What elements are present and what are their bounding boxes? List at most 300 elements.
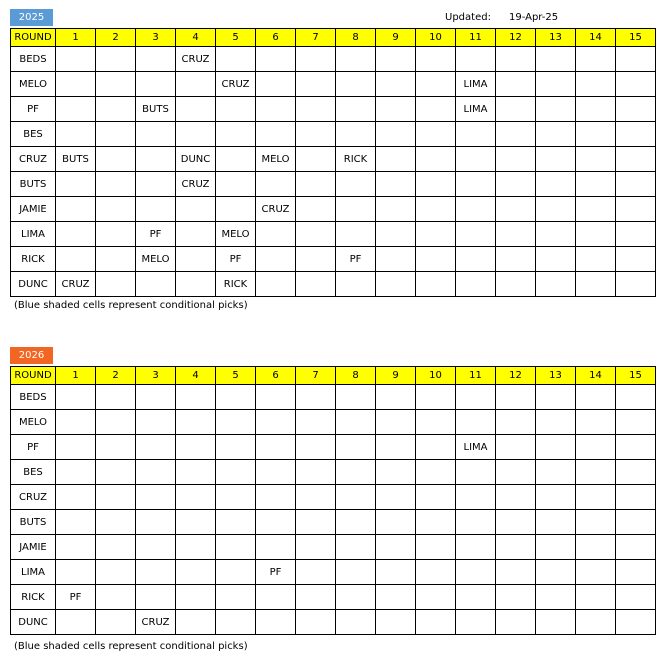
team-name: RICK [11,585,56,610]
team-row [11,510,656,535]
pick-cell [456,197,496,222]
pick-cell [136,122,176,147]
header-row [11,367,656,385]
team-name: RICK [11,247,56,272]
pick-cell [256,47,296,72]
header-row [11,29,656,47]
pick-cell [176,435,216,460]
pick-cell [576,610,616,635]
pick-cell [176,460,216,485]
pick-cell: CRUZ [256,197,296,222]
round-number: 2 [96,29,136,47]
pick-cell [56,610,96,635]
pick-cell [56,172,96,197]
pick-cell [456,610,496,635]
pick-cell [576,460,616,485]
pick-cell [576,147,616,172]
team-name: BES [11,460,56,485]
round-number: 13 [536,29,576,47]
pick-cell [216,122,256,147]
pick-cell [296,222,336,247]
round-number: 9 [376,367,416,385]
pick-cell: MELO [136,247,176,272]
pick-cell [496,435,536,460]
pick-cell [536,47,576,72]
pick-cell [96,122,136,147]
pick-cell [96,197,136,222]
pick-cell: PF [56,585,96,610]
pick-cell [56,460,96,485]
team-name: JAMIE [11,197,56,222]
round-number: 12 [496,367,536,385]
round-number: 9 [376,29,416,47]
pick-cell [496,72,536,97]
pick-cell: CRUZ [56,272,96,297]
pick-cell [56,97,96,122]
pick-cell [456,460,496,485]
pick-cell [496,510,536,535]
pick-cell [416,147,456,172]
pick-cell [296,97,336,122]
pick-cell [296,610,336,635]
pick-cell [336,485,376,510]
team-row [11,535,656,560]
pick-cell [376,147,416,172]
pick-cell [576,197,616,222]
updated-label: Updated: [445,12,491,23]
pick-cell [376,122,416,147]
pick-cell [616,460,656,485]
pick-cell [136,72,176,97]
pick-cell [416,122,456,147]
pick-cell [296,197,336,222]
pick-cell [616,197,656,222]
pick-cell [296,385,336,410]
pick-cell [376,610,416,635]
pick-cell [176,247,216,272]
year-tab-2026: 2026 [10,347,53,364]
pick-cell [496,222,536,247]
pick-cell [256,410,296,435]
pick-cell [296,247,336,272]
pick-cell [616,410,656,435]
pick-cell [576,560,616,585]
round-header: ROUND [11,29,56,47]
pick-grid-2025 [10,28,656,297]
pick-cell [136,535,176,560]
pick-cell [496,585,536,610]
pick-cell [96,535,136,560]
team-row [11,247,656,272]
round-number: 7 [296,367,336,385]
pick-cell [296,510,336,535]
pick-cell [136,435,176,460]
pick-cell [96,222,136,247]
pick-cell [496,610,536,635]
pick-cell [536,485,576,510]
pick-cell [536,560,576,585]
pick-cell [576,485,616,510]
pick-cell [576,172,616,197]
pick-cell [176,510,216,535]
pick-cell [56,535,96,560]
pick-cell [176,122,216,147]
pick-cell [616,97,656,122]
pick-cell [376,272,416,297]
pick-cell [176,485,216,510]
pick-cell [96,272,136,297]
pick-cell [456,122,496,147]
pick-cell: CRUZ [136,610,176,635]
pick-cell [296,410,336,435]
pick-cell [456,410,496,435]
pick-cell [216,435,256,460]
pick-cell [296,122,336,147]
pick-cell [376,535,416,560]
team-name: CRUZ [11,485,56,510]
pick-cell [296,47,336,72]
pick-cell [216,610,256,635]
pick-cell [496,485,536,510]
team-name: LIMA [11,222,56,247]
pick-cell [256,172,296,197]
pick-cell [136,485,176,510]
pick-cell [56,72,96,97]
team-row [11,122,656,147]
pick-cell [336,410,376,435]
pick-cell [336,222,376,247]
pick-cell [616,47,656,72]
pick-cell [376,485,416,510]
round-number: 8 [336,29,376,47]
pick-cell [216,535,256,560]
pick-cell [376,97,416,122]
round-number: 14 [576,367,616,385]
pick-cell [216,197,256,222]
pick-cell [336,97,376,122]
pick-cell [96,435,136,460]
pick-cell [536,435,576,460]
pick-cell [536,510,576,535]
pick-cell [536,460,576,485]
pick-cell [576,122,616,147]
pick-cell [96,47,136,72]
pick-cell [296,435,336,460]
round-number: 3 [136,29,176,47]
pick-cell [616,72,656,97]
round-header: ROUND [11,367,56,385]
pick-cell [576,222,616,247]
pick-cell [456,147,496,172]
pick-cell [176,535,216,560]
pick-cell [536,610,576,635]
pick-cell [336,47,376,72]
pick-cell [296,585,336,610]
pick-cell [496,172,536,197]
pick-cell [296,172,336,197]
pick-cell [56,385,96,410]
conditional-picks-note-2026: (Blue shaded cells represent conditional picks) [14,641,248,652]
pick-cell [136,147,176,172]
pick-cell [136,410,176,435]
pick-cell [416,222,456,247]
pick-cell [136,172,176,197]
pick-cell [496,97,536,122]
pick-cell [376,560,416,585]
round-number: 12 [496,29,536,47]
pick-cell [616,560,656,585]
pick-cell [336,72,376,97]
pick-cell [296,560,336,585]
team-row [11,72,656,97]
team-row [11,410,656,435]
pick-cell [536,385,576,410]
round-number: 7 [296,29,336,47]
pick-cell [576,510,616,535]
pick-cell: MELO [216,222,256,247]
pick-cell [216,172,256,197]
pick-cell [576,585,616,610]
pick-cell [456,47,496,72]
round-number: 5 [216,29,256,47]
team-name: PF [11,97,56,122]
pick-cell [256,535,296,560]
pick-cell [536,97,576,122]
pick-cell [416,560,456,585]
pick-cell [416,272,456,297]
pick-cell [456,560,496,585]
pick-cell [256,460,296,485]
pick-cell [56,560,96,585]
pick-cell [576,247,616,272]
pick-cell [96,585,136,610]
pick-cell [456,247,496,272]
team-row [11,460,656,485]
round-number: 6 [256,367,296,385]
pick-cell [136,197,176,222]
pick-cell [256,122,296,147]
pick-cell: BUTS [56,147,96,172]
pick-cell [536,535,576,560]
pick-cell [56,222,96,247]
pick-cell [456,510,496,535]
pick-cell [456,172,496,197]
round-number: 2 [96,367,136,385]
pick-cell [376,510,416,535]
pick-cell: CRUZ [176,47,216,72]
round-number: 13 [536,367,576,385]
pick-cell [56,435,96,460]
pick-cell [496,410,536,435]
pick-cell [256,510,296,535]
pick-cell [456,585,496,610]
pick-cell [176,197,216,222]
pick-cell: RICK [216,272,256,297]
pick-cell [336,460,376,485]
pick-grid-2026 [10,366,656,635]
team-row [11,560,656,585]
pick-cell [616,510,656,535]
pick-cell [336,435,376,460]
pick-cell: LIMA [456,97,496,122]
pick-cell [456,535,496,560]
pick-cell [296,460,336,485]
pick-cell: PF [216,247,256,272]
pick-cell [336,385,376,410]
pick-cell [256,585,296,610]
pick-cell [216,485,256,510]
pick-cell [416,197,456,222]
pick-cell [416,47,456,72]
pick-cell [96,610,136,635]
pick-cell [216,385,256,410]
pick-cell [96,97,136,122]
pick-cell [616,435,656,460]
pick-cell: BUTS [136,97,176,122]
pick-cell [256,222,296,247]
pick-cell [616,222,656,247]
round-number: 11 [456,367,496,385]
pick-cell [136,385,176,410]
team-row [11,610,656,635]
pick-cell [376,385,416,410]
pick-cell [456,485,496,510]
pick-cell: LIMA [456,435,496,460]
team-row [11,172,656,197]
team-name: MELO [11,72,56,97]
pick-cell [616,535,656,560]
pick-cell [416,247,456,272]
pick-cell [96,460,136,485]
team-row [11,385,656,410]
pick-cell [376,47,416,72]
pick-cell [496,535,536,560]
pick-cell [536,410,576,435]
year-tab-2025: 2025 [10,9,53,26]
round-number: 1 [56,29,96,47]
round-number: 4 [176,29,216,47]
pick-cell [256,97,296,122]
team-row [11,97,656,122]
round-number: 6 [256,29,296,47]
pick-cell [136,460,176,485]
pick-cell [416,535,456,560]
pick-cell [176,560,216,585]
pick-cell [216,460,256,485]
pick-cell [376,72,416,97]
pick-cell [136,585,176,610]
team-row [11,585,656,610]
pick-cell [576,535,616,560]
team-row [11,485,656,510]
pick-cell [56,510,96,535]
pick-cell [336,197,376,222]
pick-cell [616,585,656,610]
pick-cell [376,460,416,485]
pick-cell [296,535,336,560]
pick-cell [616,122,656,147]
pick-cell [536,197,576,222]
pick-cell: CRUZ [216,72,256,97]
pick-cell [496,47,536,72]
pick-cell [536,585,576,610]
pick-cell [256,385,296,410]
pick-cell [96,385,136,410]
pick-cell [616,247,656,272]
pick-cell [96,560,136,585]
pick-cell [296,147,336,172]
pick-cell [416,172,456,197]
team-name: CRUZ [11,147,56,172]
pick-cell: DUNC [176,147,216,172]
pick-cell [456,222,496,247]
pick-cell [616,172,656,197]
team-row [11,222,656,247]
pick-cell [376,410,416,435]
pick-cell [216,510,256,535]
pick-cell [96,147,136,172]
pick-cell: CRUZ [176,172,216,197]
pick-cell: RICK [336,147,376,172]
pick-cell: LIMA [456,72,496,97]
pick-cell: PF [336,247,376,272]
pick-cell [536,147,576,172]
pick-cell [56,47,96,72]
pick-cell [216,585,256,610]
pick-cell [216,560,256,585]
pick-cell [296,485,336,510]
pick-cell [616,485,656,510]
pick-cell [256,272,296,297]
team-row [11,197,656,222]
pick-cell [56,410,96,435]
pick-cell [576,47,616,72]
pick-cell: PF [256,560,296,585]
team-name: MELO [11,410,56,435]
pick-cell [176,585,216,610]
pick-cell [96,410,136,435]
round-number: 10 [416,367,456,385]
pick-cell [536,72,576,97]
pick-cell [456,385,496,410]
pick-cell [576,97,616,122]
pick-cell [536,122,576,147]
team-name: BEDS [11,385,56,410]
round-number: 10 [416,29,456,47]
pick-cell [576,272,616,297]
pick-cell [616,272,656,297]
pick-cell [376,247,416,272]
pick-cell [176,72,216,97]
pick-cell [96,172,136,197]
pick-cell [296,272,336,297]
round-number: 8 [336,367,376,385]
round-number: 15 [616,367,656,385]
pick-cell [336,610,376,635]
pick-cell [496,560,536,585]
pick-cell [256,247,296,272]
pick-cell [576,385,616,410]
pick-cell [256,485,296,510]
round-number: 4 [176,367,216,385]
round-number: 5 [216,367,256,385]
pick-cell [376,585,416,610]
team-row [11,147,656,172]
pick-cell: PF [136,222,176,247]
conditional-picks-note-2025: (Blue shaded cells represent conditional picks) [14,300,248,311]
pick-cell [216,97,256,122]
pick-cell [536,272,576,297]
